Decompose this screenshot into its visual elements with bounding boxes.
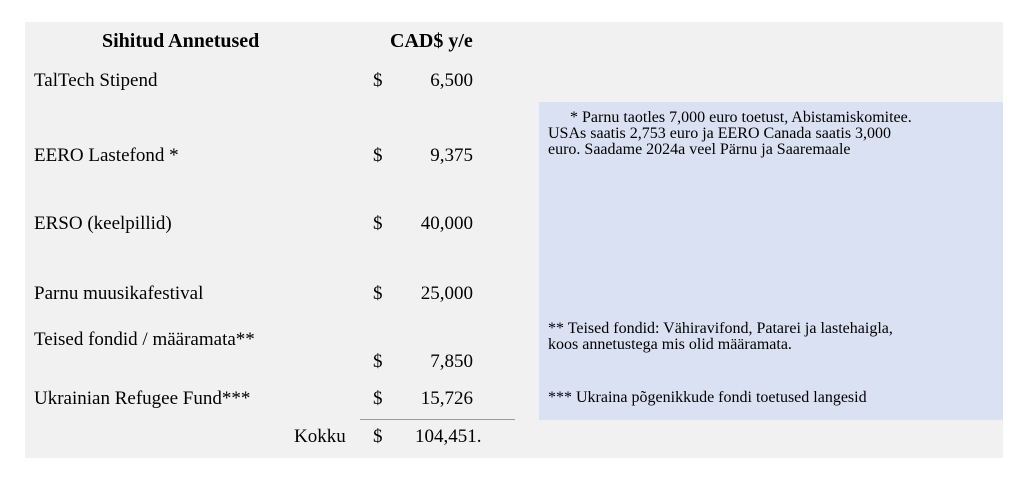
note3-line1: *** Ukraina põgenikkude fondi toetused langesid [548,389,867,406]
row-label-eero: EERO Lastefond * [34,145,179,166]
total-label: Kokku [294,426,346,447]
currency-symbol: $ [373,283,383,304]
row-label-erso: ERSO (keelpillid) [34,213,172,234]
currency-symbol: $ [373,426,383,447]
currency-symbol: $ [373,213,383,234]
row-label-parnu: Parnu muusikafestival [34,283,204,304]
row-amount-other-funds: 7,850 [430,351,473,372]
total-amount: 104,451. [415,426,482,447]
currency-symbol: $ [373,351,383,372]
currency-symbol: $ [373,145,383,166]
row-label-taltech: TalTech Stipend [34,70,158,91]
row-amount-parnu: 25,000 [420,283,473,304]
currency-symbol: $ [373,70,383,91]
total-divider [360,419,515,420]
row-amount-taltech: 6,500 [430,70,473,91]
note1-line3: euro. Saadame 2024a veel Pärnu ja Saaremaale [548,141,851,158]
row-label-ukrainian-fund: Ukrainian Refugee Fund*** [34,388,251,409]
row-amount-erso: 40,000 [420,213,473,234]
header-amount: CAD$ y/e [390,30,473,52]
note1-line2: USAs saatis 2,753 euro ja EERO Canada saatis 3,000 [548,125,892,142]
note2-line1: ** Teised fondid: Vähiravifond, Patarei ja lastehaigla, [548,320,893,337]
row-amount-eero: 9,375 [430,145,473,166]
note2-line2: koos annetustega mis olid määramata. [548,336,792,353]
header-donations: Sihitud Annetused [102,30,260,52]
note1-line1: * Parnu taotles 7,000 euro toetust, Abistamiskomitee. [570,109,912,126]
row-amount-ukrainian-fund: 15,726 [420,388,473,409]
currency-symbol: $ [373,388,383,409]
row-label-other-funds: Teised fondid / määramata** [34,329,255,350]
